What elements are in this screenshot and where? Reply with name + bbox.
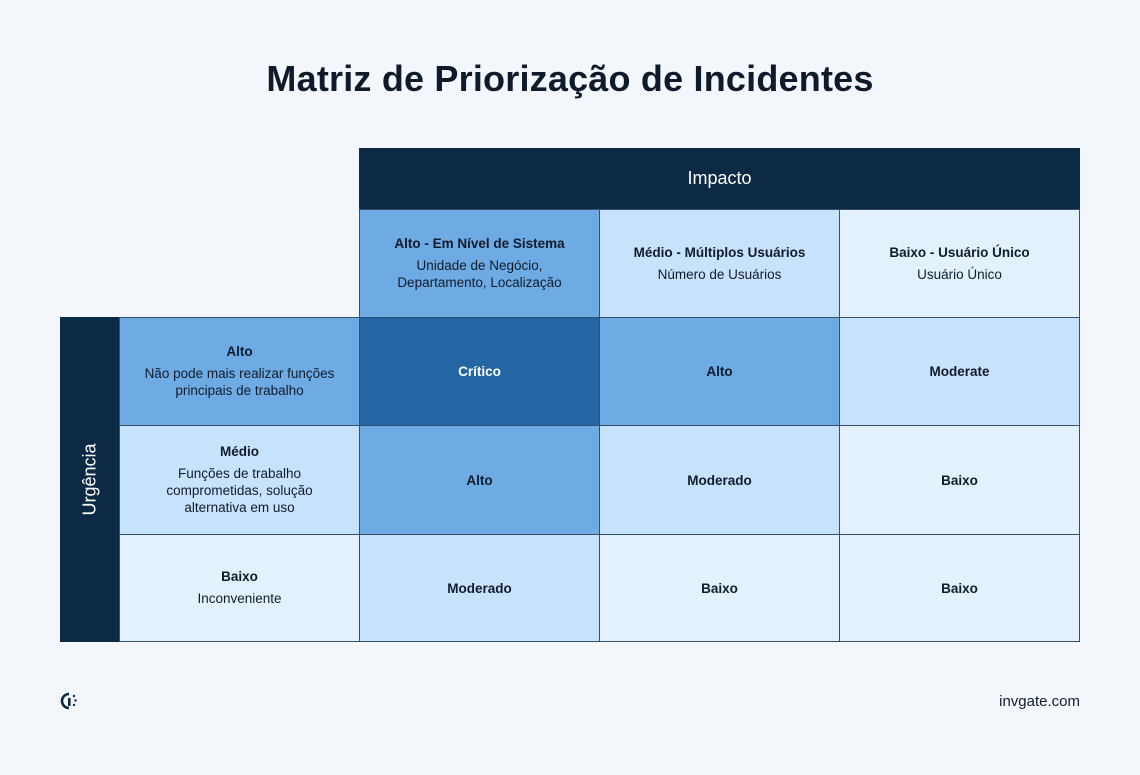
row-heading: Baixo	[221, 569, 258, 584]
matrix-cell	[359, 534, 600, 642]
matrix-cell	[839, 425, 1080, 535]
urgency-header	[60, 317, 120, 642]
matrix-cell	[839, 317, 1080, 426]
priority-value: Baixo	[701, 580, 738, 596]
matrix-cell	[599, 534, 840, 642]
priority-value: Alto	[706, 364, 733, 379]
priority-value: Alto	[466, 472, 493, 488]
priority-value: Crítico	[458, 364, 501, 379]
row-heading: Médio	[220, 444, 259, 459]
row-description: Funções de trabalho comprometidas, solução alternativa em uso	[166, 466, 313, 515]
row-heading: Alto	[226, 344, 253, 359]
invgate-logo-icon	[60, 692, 78, 710]
column-heading: Baixo - Usuário Único	[889, 244, 1030, 260]
footer-site-link[interactable]: invgate.com	[999, 693, 1080, 710]
column-header-high	[359, 209, 600, 318]
column-heading: Médio - Múltiplos Usuários	[633, 244, 806, 260]
row-header-high	[119, 317, 360, 426]
matrix-cell	[599, 425, 840, 535]
priority-value: Moderate	[929, 364, 990, 379]
page-title: Matriz de Priorização de Incidentes	[266, 58, 874, 99]
priority-value: Moderado	[687, 472, 752, 488]
column-header-medium	[599, 209, 840, 318]
row-header-low	[119, 534, 360, 642]
matrix-cell	[599, 317, 840, 426]
row-description: Inconveniente	[197, 591, 282, 606]
column-heading: Alto - Em Nível de Sistema	[394, 236, 565, 251]
priority-value: Baixo	[941, 472, 978, 488]
column-header-low	[839, 209, 1080, 318]
column-description: Número de Usuários	[657, 266, 782, 282]
priority-value: Baixo	[941, 580, 978, 596]
impact-header: Impacto	[359, 148, 1080, 209]
column-description: Usuário Único	[917, 266, 1002, 282]
row-description: Não pode mais realizar funções principais de trabalho	[144, 366, 335, 398]
matrix-cell	[359, 425, 600, 535]
matrix-cell	[839, 534, 1080, 642]
row-header-medium	[119, 425, 360, 535]
matrix-cell	[359, 317, 600, 426]
priority-value: Moderado	[447, 580, 512, 596]
column-description: Unidade de Negócio, Departamento, Localização	[397, 258, 562, 290]
urgency-label: Urgência	[79, 443, 100, 516]
